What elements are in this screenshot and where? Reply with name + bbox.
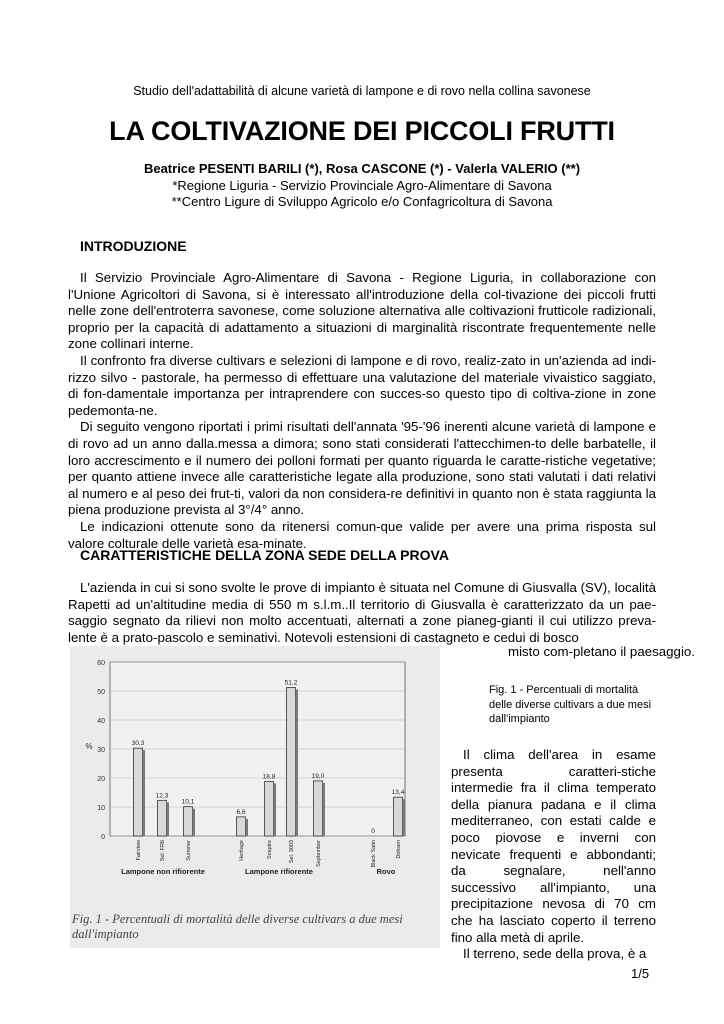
y-tick-label: 20 — [97, 776, 105, 783]
bar-shadow — [246, 819, 249, 836]
y-axis-label: % — [85, 742, 93, 751]
climate-column — [451, 747, 656, 963]
figure-caption: Fig. 1 - Percentuali di mortalità delle diverse cultivars a due mesi dall'impianto — [489, 684, 652, 725]
affiliation-2: **Centro Ligure di Sviluppo Agricolo e/o Confagricoltura di Savona — [171, 194, 553, 209]
climate-paragraph: Il clima dell'area in esame presenta caratteri-stiche intermedie fra il clima temperato della pianura padana e il clima mediterraneo, con estati calde e poco piovose e inverni con nevicate frequenti e abbondanti; da segnalare, nell'anno successivo all'impianto, una precipitazione nevosa di 70 cm che ha lasciato coperto il terreno fino alla metà di aprile. — [451, 747, 656, 945]
bar-shadow — [143, 750, 146, 836]
bar — [394, 797, 403, 836]
intro-paragraph-2: Il confronto fra diverse cultivars e selezioni di lampone e di rovo, realiz-zato in un'azienda ad indi- rizzo silvo - pastorale, ha permesso di effettuare una valutazione del materiale vivaistico saggiato, di fon-damentale importanza per intraprendere con succes-so questo tipo di coltiva-zione in zone pedemonta-ne. — [68, 352, 656, 418]
bar — [287, 688, 296, 836]
figure-chart — [70, 646, 440, 948]
document-title: LA COLTIVAZIONE DEI PICCOLI FRUTTI — [109, 116, 615, 146]
data-label: 12,3 — [155, 792, 169, 800]
zona-body — [68, 580, 656, 646]
category-label: Black Satin — [371, 840, 377, 868]
bar — [265, 781, 274, 836]
category-label: Sel. 3003 — [289, 840, 295, 864]
data-label: 30,3 — [131, 740, 145, 748]
category-label: Summer — [186, 840, 192, 861]
intro-paragraph-4: Le indicazioni ottenute sono da ritenersi comun-que valide per avere una prima risposta sul valore colturale delle varietà esa-minate. — [68, 518, 656, 551]
y-tick-label: 50 — [97, 689, 105, 696]
intro-paragraph-3: Di seguito vengono riportati i primi risultati dell'annata '95-'96 inerenti alcune varietà di lampone e di rovo ad un anno dalla.messa a dimora; sono stati considerati l'attecchimen-to delle barbatelle, il loro accrescimento e il numero dei polloni formati per quanto riguarda le caratte-ristiche vegetative; per quanto attiene invece alle caratteristiche legate alla produzione, sono stati valutati i dati relativi al numero e al peso dei frut-ti, valori da non considera-re definitivi in quanto non è stata raggiunta la piena produzione prevista al 3°/4° anno. — [68, 419, 656, 518]
affiliation-1: *Regione Liguria - Servizio Provinciale Agro-Alimentare di Savona — [172, 178, 552, 193]
figure-scan-caption: Fig. 1 - Percentuali di mortalità delle diverse cultivars a due mesi dall'impianto — [72, 912, 403, 941]
data-label: 10,1 — [181, 798, 195, 806]
group-label: Rovo — [376, 867, 396, 876]
zona-paragraph: L'azienda in cui si sono svolte le prove di impianto è situata nel Comune di Giusvalla (SV), località Rapetti ad un'altitudine media di 550 m s.l.m..Il territorio di Giusvalla è caratterizzato da un pae-saggio segnato da rilievi non molto accentuati, alternati a zone pianeg-gianti il cui utilizzo preva-lente è a prato-pascolo e seminativi. Notevoli estensioni di castagneto e cedui di bosco — [68, 580, 656, 645]
category-label: Sel. FR6 — [160, 840, 166, 862]
bar-shadow — [323, 783, 326, 836]
intro-body — [68, 270, 656, 552]
section-heading-introduzione: INTRODUZIONE — [80, 238, 187, 254]
category-label: Heritage — [239, 840, 245, 861]
data-label: 19,0 — [311, 772, 325, 780]
data-label: 13,4 — [391, 789, 405, 797]
bar-shadow — [403, 799, 406, 836]
category-label: September — [316, 840, 322, 867]
bar — [158, 800, 167, 836]
data-label: 18,8 — [262, 773, 276, 781]
y-tick-label: 10 — [97, 805, 105, 812]
y-tick-label: 40 — [97, 718, 105, 725]
section-heading-zona: CARATTERISTICHE DELLA ZONA SEDE DELLA PROVA — [80, 547, 449, 563]
bar — [184, 807, 193, 836]
data-label: 6,6 — [236, 808, 246, 816]
category-label: Dirksen — [396, 840, 402, 859]
group-label: Lampone non rifiorente — [121, 867, 205, 876]
bar — [314, 781, 323, 836]
bar-shadow — [167, 802, 170, 836]
document-subtitle: Studio dell'adattabilità di alcune varietà di lampone e di rovo nella collina savonese — [133, 84, 591, 98]
data-label: 51,2 — [284, 679, 298, 687]
intro-paragraph-1: Il Servizio Provinciale Agro-Alimentare di Savona - Regione Liguria, in collaborazione con l'Unione Agricoltori di Savona, si è interessato all'introduzione della col-tivazione dei piccoli frutti nelle zone dell'entroterra savonese, come soluzione alternativa alle coltivazioni frutticole radizionali, proprio per la capacità di adattamento a situazioni di marginalità riscontrate frequentemente nelle zone collinari interne. — [68, 270, 656, 352]
authors-line: Beatrice PESENTI BARILI (*), Rosa CASCONE (*) - Valerla VALERIO (**) — [143, 161, 581, 176]
group-label: Lampone rifiorente — [245, 867, 313, 876]
y-tick-label: 30 — [97, 747, 105, 754]
bar-shadow — [274, 783, 277, 836]
y-tick-label: 60 — [97, 660, 105, 667]
category-label: Sceptre — [267, 840, 273, 859]
data-label: 0 — [371, 828, 375, 835]
bar-shadow — [296, 690, 299, 836]
terrain-paragraph-start: Il terreno, sede della prova, è a — [463, 946, 647, 962]
bar — [134, 748, 143, 836]
y-tick-label: 0 — [101, 834, 105, 841]
bar-shadow — [193, 809, 196, 836]
bar — [237, 817, 246, 836]
category-label: Fairview — [136, 840, 142, 861]
zona-continuation: misto com-pletano il paesaggio. — [508, 644, 695, 659]
mortality-bar-chart — [70, 646, 440, 908]
page-number: 1/5 — [631, 966, 650, 981]
